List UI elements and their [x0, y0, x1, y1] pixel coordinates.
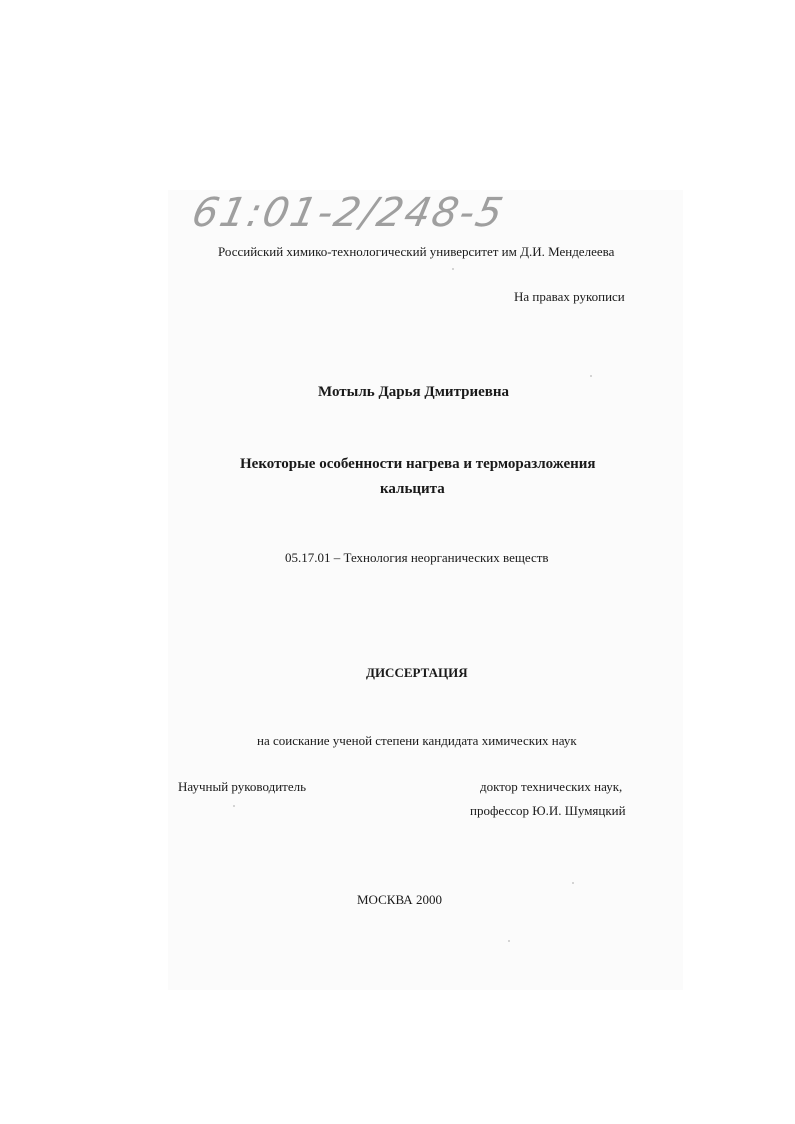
- supervisor-name: профессор Ю.И. Шумяцкий: [470, 803, 626, 818]
- manuscript-note: На правах рукописи: [514, 289, 625, 304]
- scan-speck: [572, 882, 574, 884]
- supervisor-label: Научный руководитель: [178, 779, 307, 794]
- thesis-title-line-1: Некоторые особенности нагрева и терморазложения: [240, 456, 596, 472]
- city-year: МОСКВА 2000: [357, 892, 442, 907]
- archive-stamp: 61:01-2/248-5: [188, 190, 509, 236]
- university-name: Российский химико-технологический университет им Д.И. Менделеева: [218, 244, 615, 259]
- degree-line: на соискание ученой степени кандидата химических наук: [257, 733, 577, 748]
- scan-speck: [508, 940, 510, 942]
- thesis-title-line-2: кальцита: [380, 481, 445, 497]
- scan-speck: [452, 268, 454, 270]
- supervisor-title: доктор технических наук,: [480, 779, 623, 794]
- author-name: Мотыль Дарья Дмитриевна: [318, 384, 510, 400]
- scanned-page-area: [168, 190, 683, 990]
- document-type: ДИССЕРТАЦИЯ: [366, 665, 468, 680]
- scan-speck: [590, 375, 592, 377]
- scan-speck: [233, 805, 235, 807]
- specialty-code: 05.17.01 – Технология неорганических веществ: [285, 550, 549, 565]
